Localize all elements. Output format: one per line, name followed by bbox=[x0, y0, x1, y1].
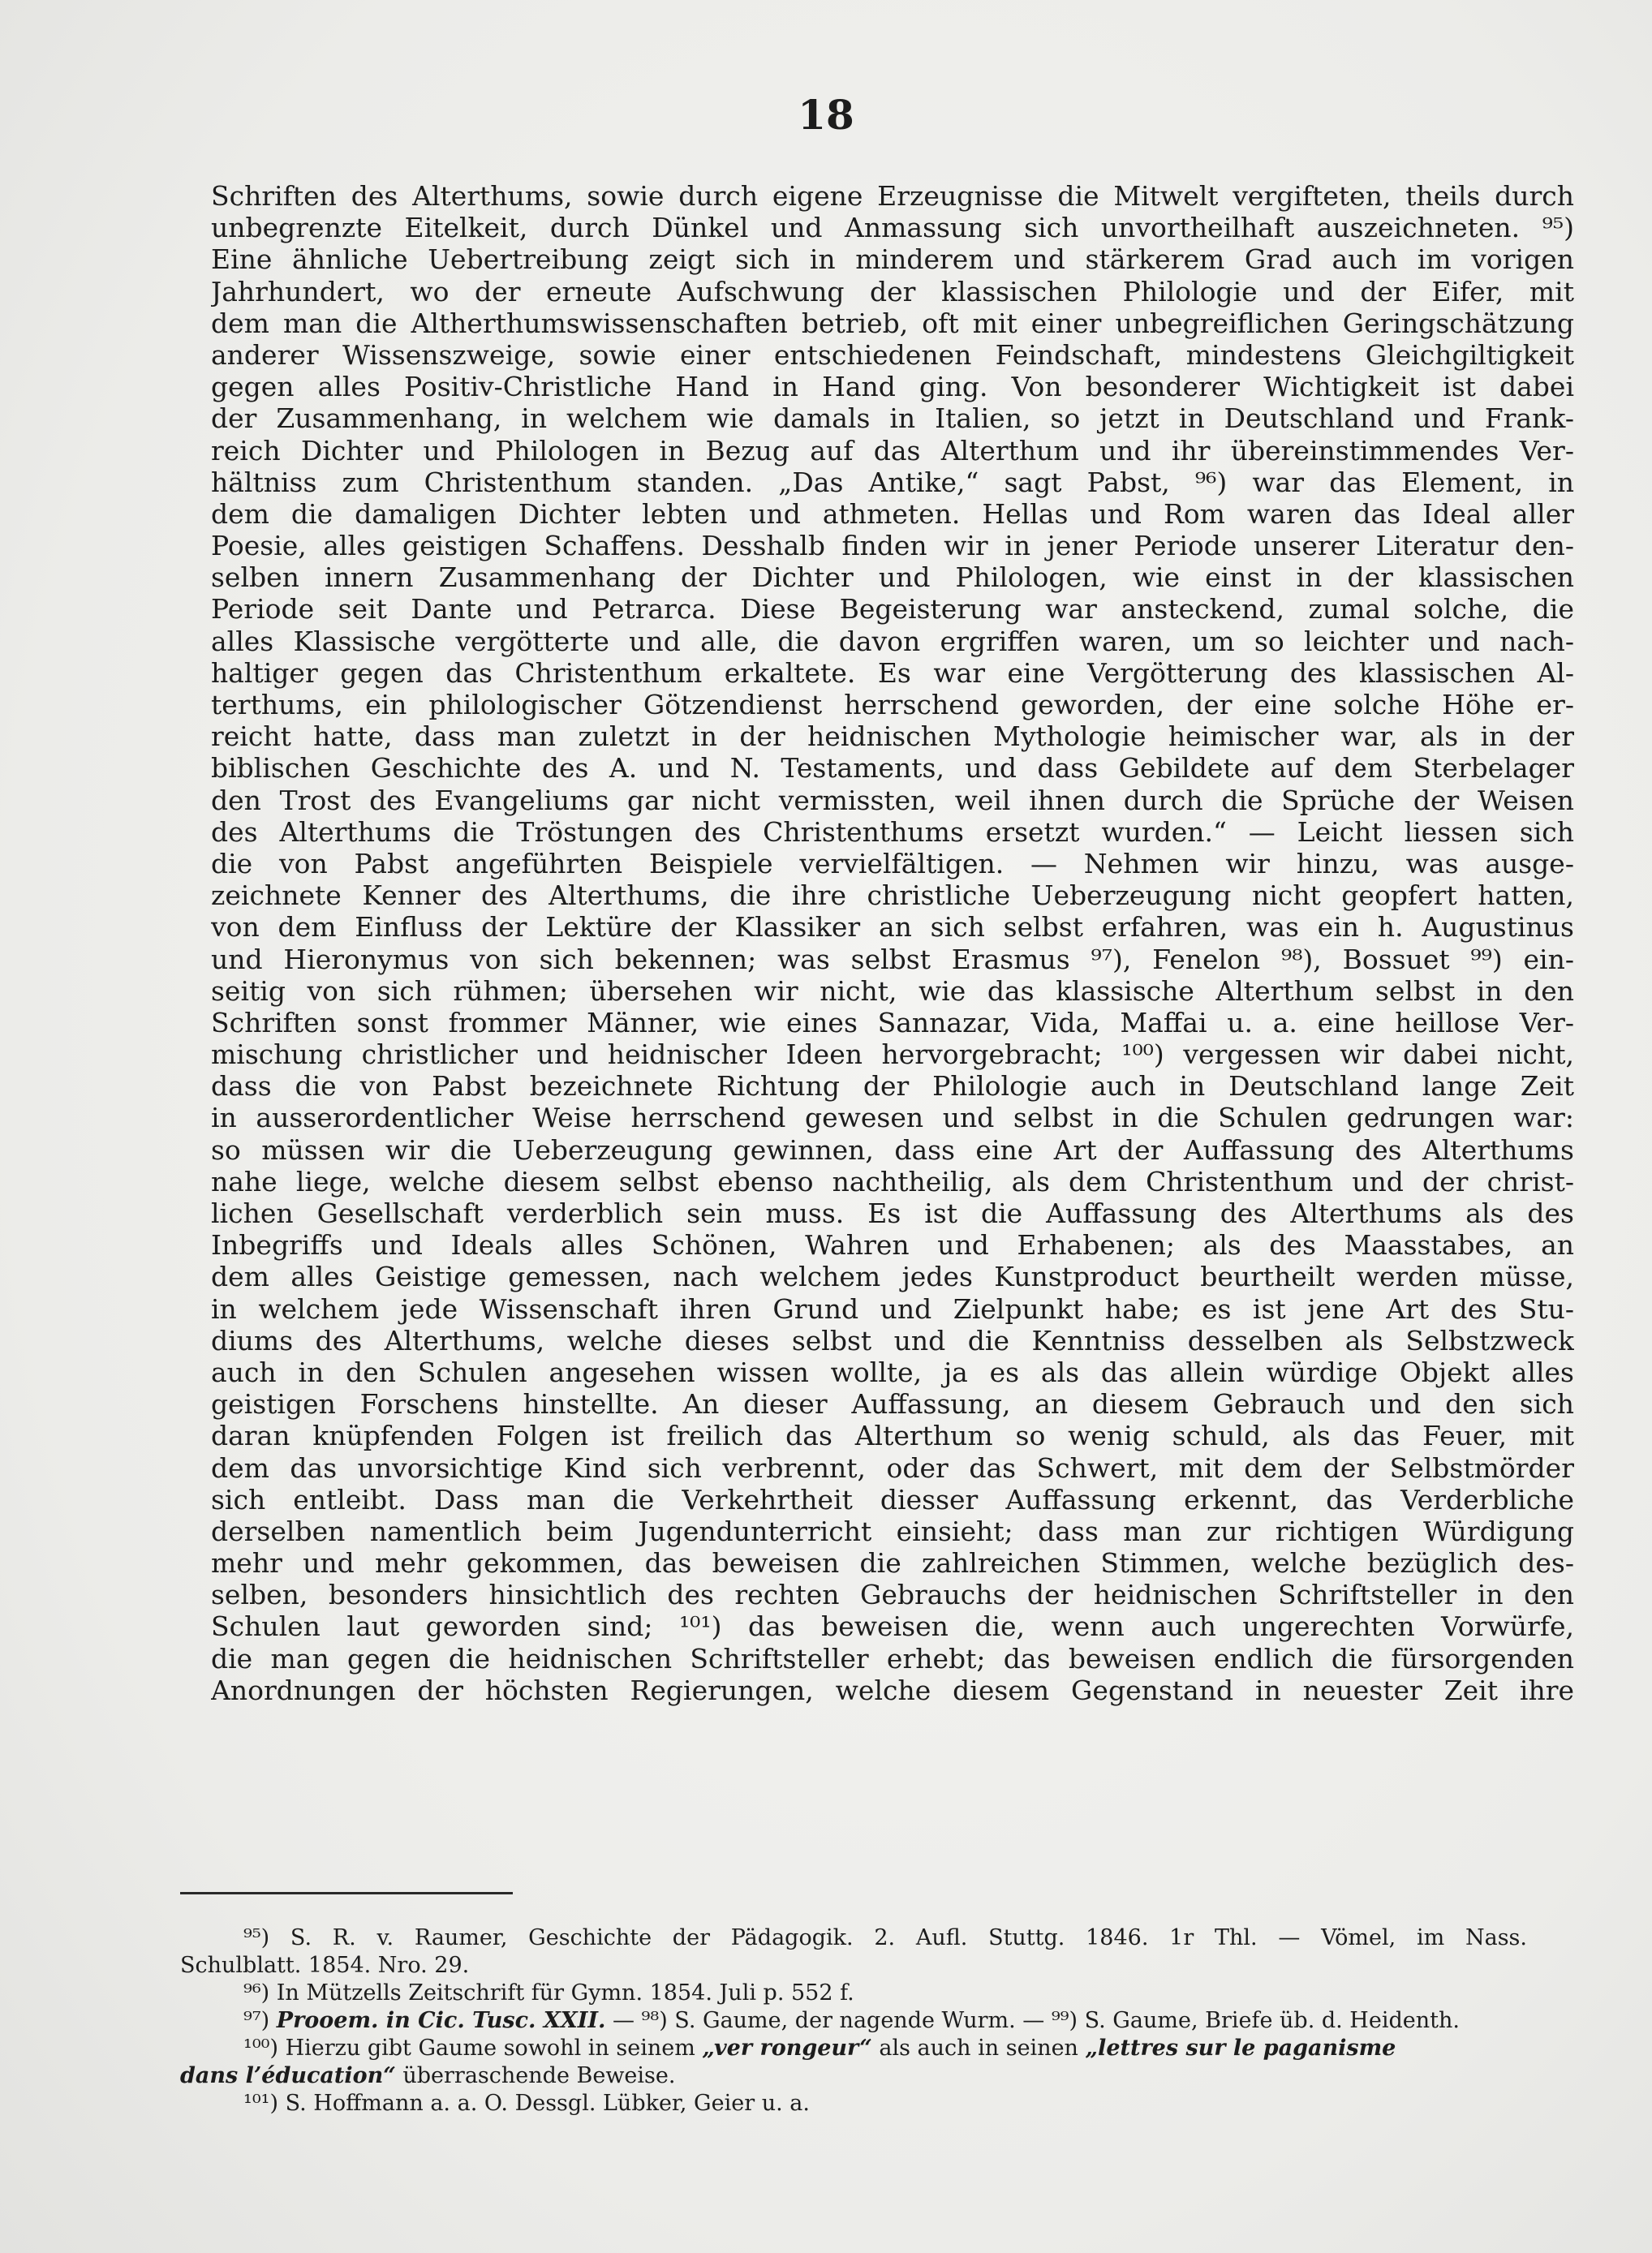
text-line: lichen Gesellschaft verderblich sein muss. Es ist die Auffassung des Alterthums als des bbox=[211, 1197, 1574, 1229]
text-line: zeichnete Kenner des Alterthums, die ihre christliche Ueberzeugung nicht geopfert hatten, bbox=[211, 879, 1574, 912]
footnote-97-marker: ⁹⁷) bbox=[243, 2008, 277, 2033]
footnote-95: ⁹⁵) S. R. v. Raumer, Geschichte der Pädagogik. 2. Aufl. Stuttg. 1846. 1r Thl. — Vömel, im Nass. bbox=[243, 1925, 1527, 1950]
footnote-100-mid: als auch in seinen bbox=[871, 2036, 1086, 2061]
text-line: Eine ähnliche Uebertreibung zeigt sich in minderem und stärkerem Grad auch im vorigen bbox=[211, 243, 1574, 276]
footnote-100-continued bbox=[180, 2062, 1527, 2090]
text-line: selben innern Zusammenhang der Dichter und Philologen, wie einst in der klassischen bbox=[211, 561, 1574, 594]
text-line: des Alterthums die Tröstungen des Christenthums ersetzt wurden.“ — Leicht liessen sich bbox=[211, 815, 1574, 848]
text-line: Schriften sonst frommer Männer, wie eines Sannazar, Vida, Maffai u. a. eine heillose Ver- bbox=[211, 1006, 1574, 1038]
text-line: haltiger gegen das Christenthum erkaltete. Es war eine Vergötterung des klassischen Al- bbox=[211, 656, 1574, 689]
text-line: Periode seit Dante und Petrarca. Diese Begeisterung war ansteckend, zumal solche, die bbox=[211, 593, 1574, 626]
text-line: in welchem jede Wissenschaft ihren Grund und Zielpunkt habe; es ist jene Art des Stu- bbox=[211, 1292, 1574, 1325]
text-line: mischung christlicher und heidnischer Ideen hervorgebracht; ¹⁰⁰) vergessen wir dabei nicht, bbox=[211, 1038, 1574, 1071]
text-line: sich entleibt. Dass man die Verkehrtheit diesser Auffassung erkennt, das Verderbliche bbox=[211, 1483, 1574, 1516]
text-line: Anordnungen der höchsten Regierungen, welche diesem Gegenstand in neuester Zeit ihre bbox=[211, 1674, 1574, 1706]
text-line: dem das unvorsichtige Kind sich verbrennt, oder das Schwert, mit dem der Selbstmörder bbox=[211, 1451, 1574, 1484]
text-line: reicht hatte, dass man zuletzt in der heidnischen Mythologie heimischer war, als in der bbox=[211, 720, 1574, 753]
footnote-97-title: Prooem. in Cic. Tusc. XXII. bbox=[276, 2008, 606, 2033]
text-line: derselben namentlich beim Jugendunterricht einsieht; dass man zur richtigen Würdigung bbox=[211, 1515, 1574, 1547]
footnote-96: ⁹⁶) In Mützells Zeitschrift für Gymn. 1854. Juli p. 552 f. bbox=[243, 1980, 854, 2006]
text-line: dem man die Altherthumswissenschaften betrieb, oft mit einer unbegreiflichen Geringschätzung bbox=[211, 307, 1574, 339]
text-line: biblischen Geschichte des A. und N. Testaments, und dass Gebildete auf dem Sterbelager bbox=[211, 752, 1574, 785]
main-text-block bbox=[211, 180, 1574, 1706]
footnote-100-start: ¹⁰⁰) Hierzu gibt Gaume sowohl in seinem bbox=[243, 2036, 703, 2061]
text-line: Schulen laut geworden sind; ¹⁰¹) das beweisen die, wenn auch ungerechten Vorwürfe, bbox=[211, 1610, 1574, 1643]
page-number: 18 bbox=[798, 91, 854, 139]
footnote-100-title-2-end: dans l’éducation“ bbox=[180, 2063, 396, 2088]
text-line: Jahrhundert, wo der erneute Aufschwung der klassischen Philologie und der Eifer, mit bbox=[211, 275, 1574, 307]
text-line: Poesie, alles geistigen Schaffens. Desshalb finden wir in jener Periode unserer Literatur den- bbox=[211, 530, 1574, 562]
text-line: dem die damaligen Dichter lebten und athmeten. Hellas und Rom waren das Ideal aller bbox=[211, 497, 1574, 530]
text-line: gegen alles Positiv-Christliche Hand in Hand ging. Von besonderer Wichtigkeit ist dabei bbox=[211, 371, 1574, 403]
text-line: die man gegen die heidnischen Schriftsteller erhebt; das beweisen endlich die fürsorgenden bbox=[211, 1642, 1574, 1675]
footnote-101: ¹⁰¹) S. Hoffmann a. a. O. Dessgl. Lübker, Geier u. a. bbox=[243, 2091, 810, 2116]
text-line: seitig von sich rühmen; übersehen wir nicht, wie das klassische Alterthum selbst in den bbox=[211, 974, 1574, 1007]
footnote-100-title-1: „ver rongeur“ bbox=[702, 2036, 872, 2061]
text-line: und Hieronymus von sich bekennen; was selbst Erasmus ⁹⁷), Fenelon ⁹⁸), Bossuet ⁹⁹) ein- bbox=[211, 943, 1574, 975]
text-line: reich Dichter und Philologen in Bezug auf das Alterthum und ihr übereinstimmendes Ver- bbox=[211, 434, 1574, 467]
text-line: daran knüpfenden Folgen ist freilich das Alterthum so wenig schuld, als das Feuer, mit bbox=[211, 1420, 1574, 1452]
text-line: so müssen wir die Ueberzeugung gewinnen, dass eine Art der Auffassung des Alterthums bbox=[211, 1133, 1574, 1166]
footnote-100-end: überraschende Beweise. bbox=[395, 2063, 676, 2088]
text-line: dem alles Geistige gemessen, nach welchem jedes Kunstproduct beurtheilt werden müsse, bbox=[211, 1261, 1574, 1293]
text-line: diums des Alterthums, welche dieses selbst und die Kenntniss desselben als Selbstzweck bbox=[211, 1324, 1574, 1357]
text-line: mehr und mehr gekommen, das beweisen die zahlreichen Stimmen, welche bezüglich des- bbox=[211, 1547, 1574, 1580]
text-line: Schriften des Alterthums, sowie durch eigene Erzeugnisse die Mitwelt vergifteten, theils durch bbox=[211, 180, 1574, 212]
text-line: dass die von Pabst bezeichnete Richtung der Philologie auch in Deutschland lange Zeit bbox=[211, 1070, 1574, 1103]
text-line: geistigen Forschens hinstellte. An dieser Auffassung, an diesem Gebrauch und den sich bbox=[211, 1388, 1574, 1421]
footnote-97-99-rest: — ⁹⁸) S. Gaume, der nagende Wurm. — ⁹⁹) S. Gaume, Briefe üb. d. Heidenth. bbox=[605, 2008, 1460, 2033]
text-line: selben, besonders hinsichtlich des rechten Gebrauchs der heidnischen Schriftsteller in den bbox=[211, 1579, 1574, 1611]
footnote-divider bbox=[180, 1892, 513, 1894]
footnote-97-99 bbox=[180, 2007, 1527, 2035]
text-line: hältniss zum Christenthum standen. „Das Antike,“ sagt Pabst, ⁹⁶) war das Element, in bbox=[211, 466, 1574, 498]
footnote-100-title-2: „lettres sur le paganisme bbox=[1085, 2036, 1396, 2061]
footnote-100 bbox=[180, 2035, 1527, 2062]
text-line: terthums, ein philologischer Götzendienst herrschend geworden, der eine solche Höhe er- bbox=[211, 689, 1574, 720]
text-line: auch in den Schulen angesehen wissen wollte, ja es als das allein würdige Objekt alles bbox=[211, 1356, 1574, 1388]
text-line: alles Klassische vergötterte und alle, die davon ergriffen waren, um so leichter und nach- bbox=[211, 625, 1574, 657]
text-line: unbegrenzte Eitelkeit, durch Dünkel und Anmassung sich unvortheilhaft auszeichneten. ⁹⁵) bbox=[211, 212, 1574, 244]
text-line: der Zusammenhang, in welchem wie damals in Italien, so jetzt in Deutschland und Frank- bbox=[211, 402, 1574, 435]
text-line: in ausserordentlicher Weise herrschend gewesen und selbst in die Schulen gedrungen war: bbox=[211, 1102, 1574, 1134]
text-line: Inbegriffs und Ideals alles Schönen, Wahren und Erhabenen; als des Maasstabes, an bbox=[211, 1229, 1574, 1262]
text-line: nahe liege, welche diesem selbst ebenso nachtheilig, als dem Christenthum und der christ- bbox=[211, 1165, 1574, 1197]
text-line: die von Pabst angeführten Beispiele vervielfältigen. — Nehmen wir hinzu, was ausge- bbox=[211, 847, 1574, 879]
text-line: den Trost des Evangeliums gar nicht vermissten, weil ihnen durch die Sprüche der Weisen bbox=[211, 784, 1574, 816]
text-line: von dem Einfluss der Lektüre der Klassiker an sich selbst erfahren, was ein h. Augustinus bbox=[211, 911, 1574, 944]
footnotes bbox=[180, 1924, 1527, 2118]
text-line: anderer Wissenszweige, sowie einer entschiedenen Feindschaft, mindestens Gleichgiltigkeit bbox=[211, 338, 1574, 371]
footnote-95-continued: Schulblatt. 1854. Nro. 29. bbox=[180, 1953, 470, 1978]
